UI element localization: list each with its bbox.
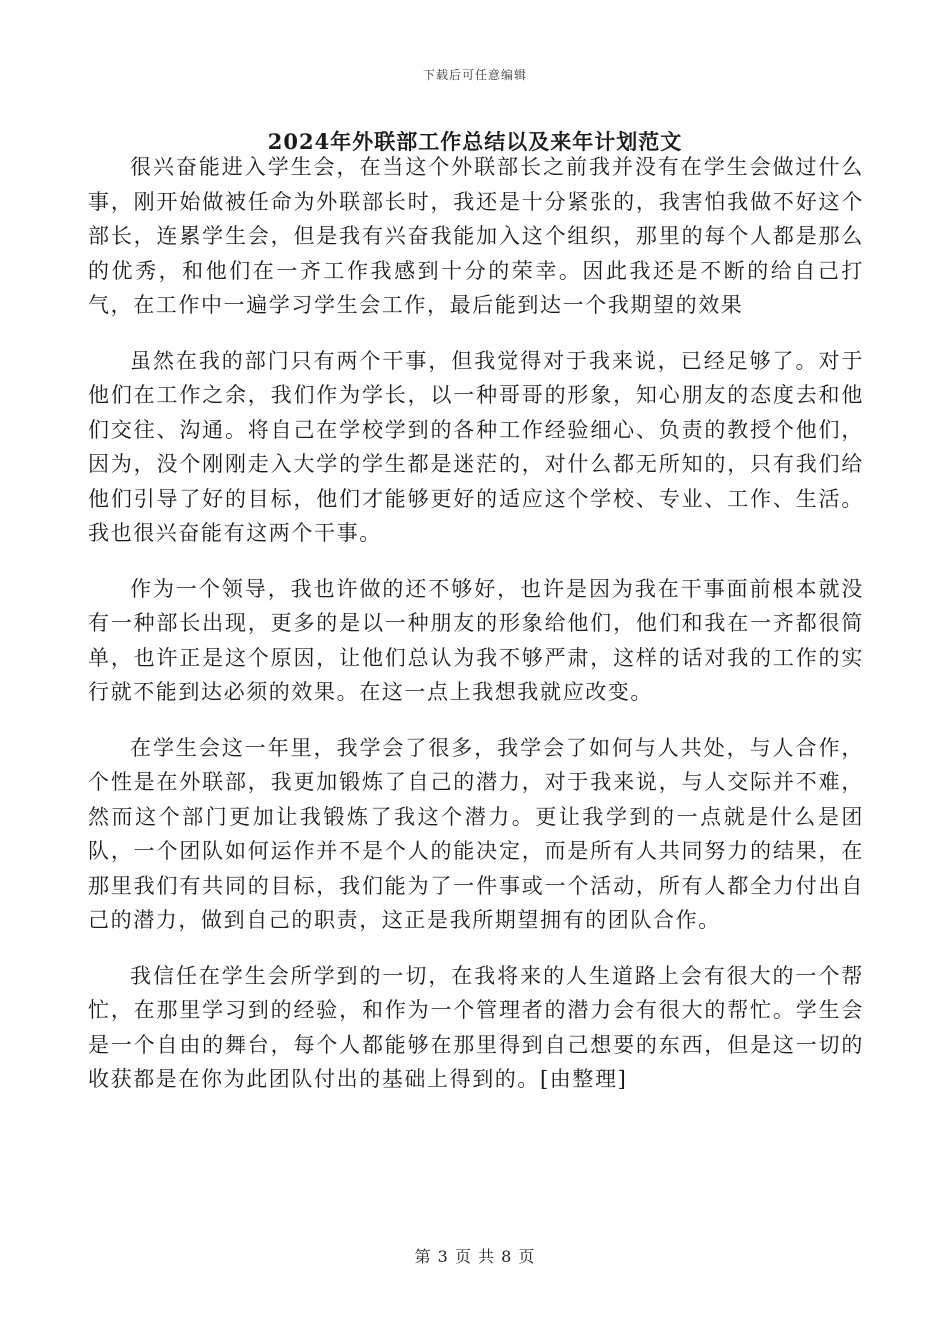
- header-note: 下载后可任意编辑: [422, 68, 527, 82]
- page-number: 第 3 页 共 8 页: [414, 1247, 536, 1266]
- paragraph: 作为一个领导，我也许做的还不够好，也许是因为我在干事面前根本就没有一种部长出现，更多的是以一种朋友的形象给他们，他们和我在一齐都很简单，也许正是这个原因，让他们总认为我不够严肃，这样的话对我的工作的实行就不能到达必须的效果。在这一点上我想我就应改变。: [88, 576, 864, 704]
- paragraph: 虽然在我的部门只有两个干事，但我觉得对于我来说，已经足够了。对于他们在工作之余，我们作为学长，以一种哥哥的形象，知心朋友的态度去和他们交往、沟通。将自己在学校学到的各种工作经验细心、负责的教授个他们，因为，没个刚刚走入大学的学生都是迷茫的，对什么都无所知的，只有我们给他们引导了好的目标，他们才能够更好的适应这个学校、专业、工作、生活。我也很兴奋能有这两个干事。: [88, 348, 864, 545]
- paragraph: 我信任在学生会所学到的一切，在我将来的人生道路上会有很大的一个帮忙，在那里学习到的经验，和作为一个管理者的潜力会有很大的帮忙。学生会是一个自由的舞台，每个人都能够在那里得到自己想要的东西，但是这一切的收获都是在你为此团队付出的基础上得到的。[由整理]: [88, 963, 864, 1091]
- paragraph: 在学生会这一年里，我学会了很多，我学会了如何与人共处，与人合作，个性是在外联部，我更加锻炼了自己的潜力，对于我来说，与人交际并不难，然而这个部门更加让我锻炼了我这个潜力。更让我学到的一点就是什么是团队，一个团队如何运作并不是个人的能决定，而是所有人共同努力的结果，在那里我们有共同的目标，我们能为了一件事或一个活动，所有人都全力付出自己的潜力，做到自己的职责，这正是我所期望拥有的团队合作。: [88, 735, 864, 932]
- document-body: [88, 150, 864, 1118]
- document-title: 2024年外联部工作总结以及来年计划范文: [267, 129, 683, 154]
- paragraph: 很兴奋能进入学生会，在当这个外联部长之前我并没有在学生会做过什么事，刚开始做被任命为外联部长时，我还是十分紧张的，我害怕我做不好这个部长，连累学生会，但是我有兴奋我能加入这个组织，那里的每个人都是那么的优秀，和他们在一齐工作我感到十分的荣幸。因此我还是不断的给自己打气，在工作中一遍学习学生会工作，最后能到达一个我期望的效果: [88, 155, 864, 317]
